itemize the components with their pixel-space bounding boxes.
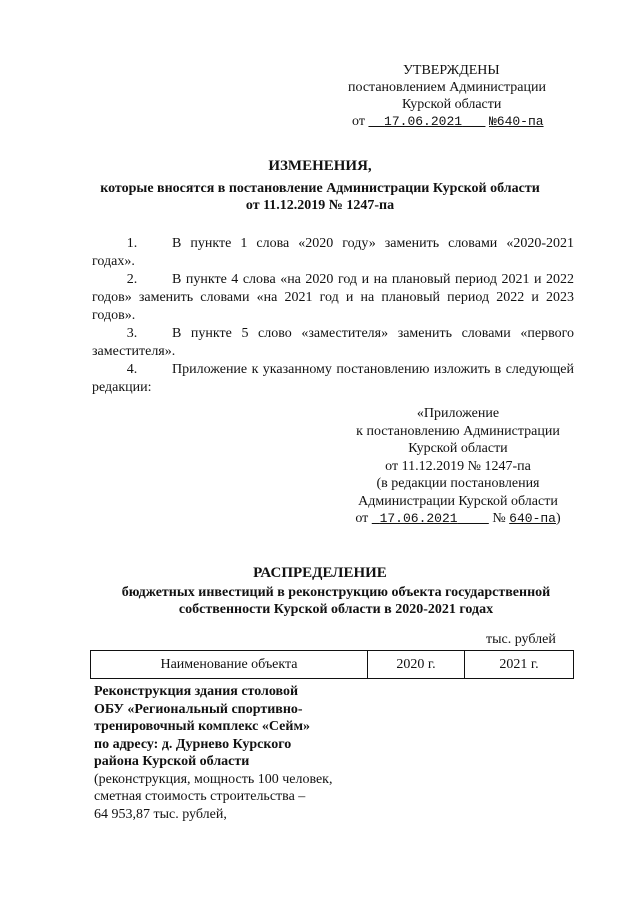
changes-subtitle-1: которые вносятся в постановление Администрации Курской области	[100, 181, 540, 196]
list-item-text: В пункте 4 слова «на 2020 год и на плановый период 2021 и 2022 годов» заменить словами «на 2021 год и на плановый период 2022 и 2023 годов».	[92, 272, 574, 323]
approval-line-2: постановлением Администрации	[348, 80, 546, 95]
list-item	[92, 235, 574, 271]
appendix-number: 640-па	[509, 511, 556, 526]
changes-title: ИЗМЕНЕНИЯ,	[268, 158, 372, 174]
appendix-line-4: от 11.12.2019 № 1247-па	[385, 458, 531, 474]
list-item-number: 4.	[126, 362, 138, 377]
table-header-2020: 2020 г.	[396, 657, 436, 672]
appendix-line-6: Администрации Курской области	[358, 493, 558, 509]
appendix-date-line	[338, 510, 578, 528]
object-line: ОБУ «Региональный спортивно-	[94, 701, 303, 717]
distribution-title: РАСПРЕДЕЛЕНИЕ	[253, 565, 387, 581]
object-line: (реконструкция, мощность 100 человек,	[94, 771, 333, 787]
list-item	[92, 361, 574, 397]
approval-number: №640-па	[488, 114, 544, 129]
approval-heading: УТВЕРЖДЕНЫ	[403, 63, 500, 78]
appendix-line-5: (в редакции постановления	[376, 476, 540, 491]
object-line: тренировочный комплекс «Сейм»	[94, 719, 310, 734]
changes-list	[92, 235, 574, 397]
object-description	[94, 683, 344, 823]
distribution-table-header	[90, 650, 574, 679]
table-header-2021: 2021 г.	[499, 657, 539, 672]
list-item-number: 1.	[126, 236, 138, 251]
list-item-number: 2.	[126, 272, 138, 287]
object-line: района Курской области	[94, 754, 250, 769]
list-item	[92, 325, 574, 361]
appendix-line-1: «Приложение	[416, 406, 500, 421]
approval-date-line	[348, 113, 578, 130]
appendix-block	[338, 405, 578, 528]
object-line: 64 953,87 тыс. рублей,	[94, 806, 227, 822]
approval-block	[348, 62, 578, 130]
list-item-number: 3.	[126, 326, 138, 341]
appendix-number-label: №	[492, 511, 506, 526]
approval-line-3: Курской области	[402, 97, 502, 112]
approval-from-label: от	[352, 114, 365, 129]
table-header-name: Наименование объекта	[160, 657, 298, 672]
list-item	[92, 271, 574, 325]
list-item-text: В пункте 5 слово «заместителя» заменить словами «первого заместителя».	[92, 326, 574, 359]
distribution-subtitle-1: бюджетных инвестиций в реконструкцию объекта государственной	[121, 585, 551, 600]
distribution-subtitle-2: собственности Курской области в 2020-2021 годах	[178, 602, 494, 617]
distribution-subtitle	[96, 584, 576, 618]
appendix-line-2: к постановлению Администрации	[356, 423, 560, 439]
list-item-text: В пункте 1 слова «2020 году» заменить словами «2020-2021 годах».	[92, 236, 574, 269]
changes-subtitle-2: от 11.12.2019 № 1247-па	[245, 198, 395, 213]
object-line: Реконструкция здания столовой	[94, 684, 299, 699]
appendix-close: )	[555, 511, 561, 526]
appendix-date: 17.06.2021	[379, 511, 458, 526]
object-line: сметная стоимость строительства –	[94, 789, 306, 804]
object-line: по адресу: д. Дурнево Курского	[94, 736, 292, 752]
appendix-from-label: от	[355, 511, 369, 526]
approval-date: 17.06.2021	[384, 114, 463, 129]
appendix-line-3: Курской области	[408, 441, 508, 456]
list-item-text: Приложение к указанному постановлению изложить в следующей редакции:	[92, 362, 574, 395]
units-label: тыс. рублей	[486, 632, 556, 647]
